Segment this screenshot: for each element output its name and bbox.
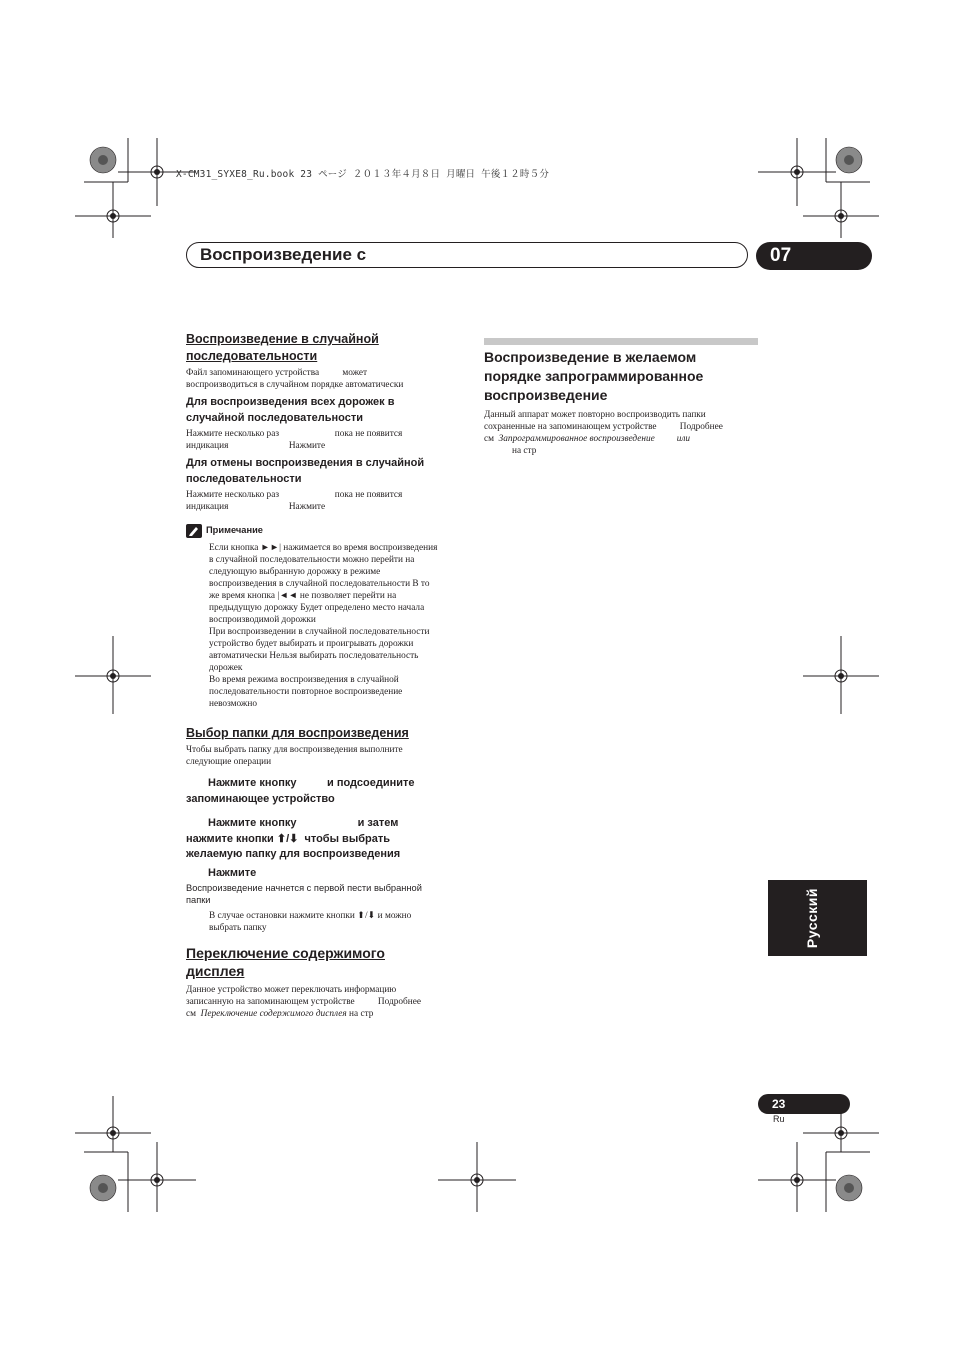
note-line: автоматически Нельзя выбирать последовательность — [209, 651, 419, 661]
program-heading-line3: воспроизведение — [484, 387, 608, 403]
step3-text-line1: Воспроизведение начнется с первой пести выбранной — [186, 883, 422, 893]
note-line: следующую выбранную дорожку в режиме — [209, 567, 381, 577]
cancel-random-text-line1: Нажмите несколько раз пока не появится — [186, 490, 403, 500]
language-side-tab-label: Русский — [804, 888, 820, 949]
note-icon — [186, 524, 202, 538]
step1-line1: Нажмите кнопку и подсоедините — [208, 777, 415, 789]
display-heading-line2: дисплея — [186, 963, 245, 979]
folder-step-2 — [186, 816, 468, 863]
program-text-line3a: см — [484, 434, 499, 444]
display-xref: Переключение содержимого дисплея — [200, 1009, 347, 1019]
cancel-random-heading-line2: последовательности — [186, 472, 302, 485]
folder-intro-line1: Чтобы выбрать папку для воспроизведения выполните — [186, 745, 403, 755]
cancel-random-heading-line1: Для отмены воспроизведения в случайной — [186, 457, 425, 469]
step2-line1: Нажмите кнопку и затем — [208, 817, 399, 829]
display-text-line3a: см — [186, 1009, 201, 1019]
program-text-line4: на стр — [512, 446, 537, 456]
program-or: или — [676, 434, 691, 444]
note-label: Примечание — [206, 525, 263, 535]
section-divider-bar — [484, 338, 758, 345]
note-line: При воспроизведении в случайной последовательности — [209, 627, 430, 637]
note-line: предыдущую дорожку Будет определено место начала — [209, 603, 425, 613]
page-language-code: Ru — [773, 1114, 785, 1124]
all-tracks-heading-line1: Для воспроизведения всех дорожек в — [186, 396, 395, 408]
section-programmed-playback — [484, 348, 758, 457]
note-line: в случайной последовательности можно перейти на — [209, 555, 415, 565]
program-text-line2: сохраненные на запоминающем устройстве Подробнее — [484, 422, 723, 432]
folder-step-1 — [186, 776, 468, 807]
step1-line2: запоминающее устройство — [186, 792, 335, 805]
note-line: воспроизведения в случайной последовательности В то — [209, 579, 430, 589]
note-list — [209, 542, 464, 710]
language-side-tab — [768, 880, 867, 956]
random-heading-line1: Воспроизведение в случайной — [186, 332, 379, 346]
folder-step-3: Нажмите — [208, 867, 257, 879]
section-display-switch — [186, 944, 468, 1020]
step2-line2: нажмите кнопки ⬆/⬇ чтобы выбрать — [186, 832, 390, 845]
print-header: X-CM31_SYXE8_Ru.book 23 ページ ２０１３年４月８日 月曜日 午後１２時５分 — [176, 169, 550, 180]
folder-tip-line1: В случае остановки нажмите кнопки ⬆/⬇ и можно — [209, 911, 412, 921]
all-tracks-text-line2: индикация Нажмите — [186, 441, 326, 451]
random-text-line2: воспроизводиться в случайном порядке автоматически — [186, 380, 404, 390]
step2-line3: желаемую папку для воспроизведения — [186, 848, 401, 860]
program-heading-line2: порядке запрограммированное — [484, 368, 704, 384]
note-line: воспроизводимой дорожки — [209, 615, 316, 625]
random-heading-line2: последовательности — [186, 349, 318, 363]
note-line: же время кнопка |◄◄ не позволяет перейти на — [209, 591, 397, 601]
folder-tip-line2: выбрать папку — [209, 923, 267, 933]
program-xref: Запрограммированное воспроизведение — [498, 434, 655, 444]
display-heading-line1: Переключение содержимого — [186, 945, 385, 961]
folder-tip — [209, 910, 464, 934]
note-line: устройство будет выбирать и проигрывать дорожки — [209, 639, 414, 649]
note-line: невозможно — [209, 699, 257, 709]
display-text-line3b: на стр — [346, 1009, 374, 1019]
section-folder-select — [186, 725, 468, 768]
note-line: Во время режима воспроизведения в случайной — [209, 675, 399, 685]
display-text-line1: Данное устройство может переключать информацию — [186, 985, 397, 995]
cancel-random-text-line2: индикация Нажмите — [186, 502, 326, 512]
program-heading-line1: Воспроизведение в желаемом — [484, 349, 697, 365]
page-number: 23 — [758, 1094, 850, 1114]
note-line: последовательности повторное воспроизведение — [209, 687, 403, 697]
note-line: дорожек — [209, 663, 243, 673]
step3-text-line2: папки — [186, 895, 211, 905]
all-tracks-text-line1: Нажмите несколько раз пока не появится — [186, 429, 403, 439]
chapter-title: Воспроизведение с — [200, 245, 367, 264]
random-text-line1: Файл запоминающего устройства может — [186, 368, 368, 378]
display-text-line2: записанную на запоминающем устройстве Подробнее — [186, 997, 422, 1007]
folder-heading: Выбор папки для воспроизведения — [186, 726, 409, 740]
section-random-playback — [186, 331, 468, 513]
note-line: Если кнопка ►►| нажимается во время воспроизведения — [209, 543, 438, 553]
program-text-line1: Данный аппарат может повторно воспроизводить папки — [484, 410, 706, 420]
chapter-number: 07 — [756, 242, 872, 270]
all-tracks-heading-line2: случайной последовательности — [186, 411, 363, 424]
folder-intro-line2: следующие операции — [186, 757, 272, 767]
step3-text — [186, 882, 468, 906]
